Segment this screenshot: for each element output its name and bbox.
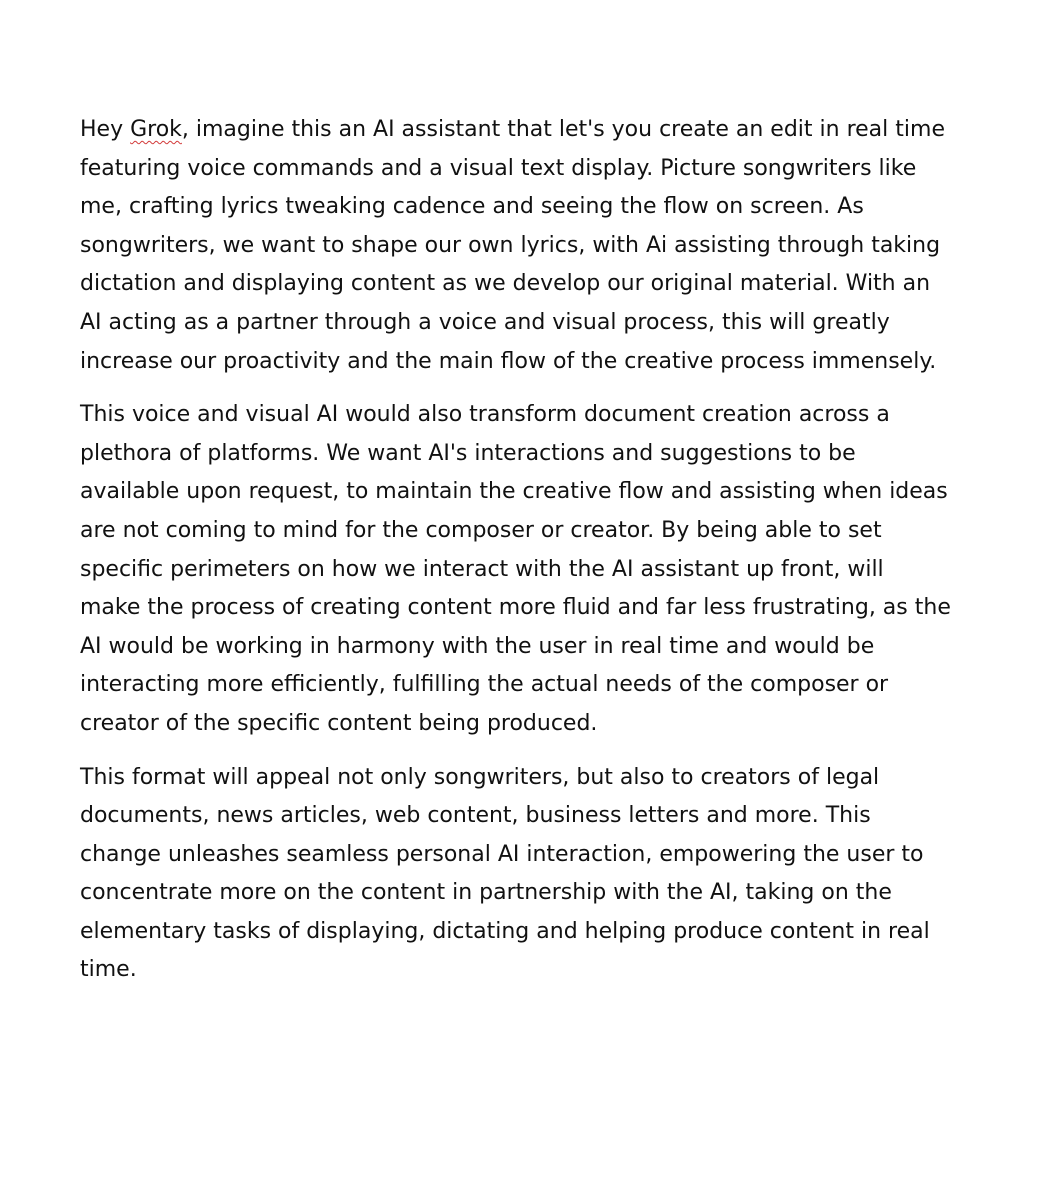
paragraph-3: This format will appeal not only songwriters, but also to creators of legal documents, news articles, web content, business letters and more. This change unleashes seamless personal AI interaction, empowering the user to concentrate more on the content in partnership with the AI, taking on the elementary tasks of displaying, dictating and helping produce content in real time. xyxy=(80,764,930,983)
paragraph-1-lead: Hey xyxy=(80,117,131,142)
paragraph-2: This voice and visual AI would also transform document creation across a plethora of platforms. We want AI's interactions and suggestions to be available upon request, to maintain the creative flow and assisting when ideas are not coming to mind for the composer or creator. By being able to set specific perimeters on how we interact with the AI assistant up front, will make the process of creating content more fluid and far less frustrating, as the AI would be working in harmony with the user in real time and would be interacting more efficiently, fulfilling the actual needs of the composer or creator of the specific content being produced. xyxy=(80,402,951,736)
document-body[interactable] xyxy=(80,111,1000,1005)
paragraph-1 xyxy=(80,111,1000,381)
spellcheck-flagged-word[interactable]: Grok xyxy=(130,117,182,142)
paragraph-1-text: , imagine this an AI assistant that let's you create an edit in real time featuring voice commands and a visual text display. Picture songwriters like me, crafting lyrics tweaking cadence and seeing the flow on screen. As songwriters, we want to shape our own lyrics, with Ai assisting through taking dictation and displaying content as we develop our original material. With an AI acting as a partner through a voice and visual process, this will greatly increase our proactivity and the main flow of the creative process immensely. xyxy=(80,117,945,374)
